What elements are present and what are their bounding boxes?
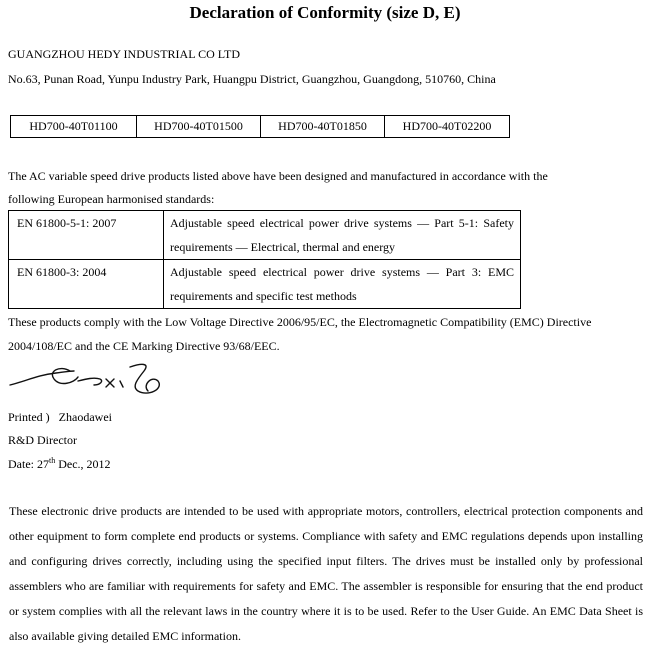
signature-image — [8, 357, 178, 405]
model-cell: HD700-40T01100 — [11, 116, 137, 138]
compliance-line-1: These products comply with the Low Voltage Directive 2006/95/EC, the Electromagnetic Compatibility (EMC) Directive — [8, 315, 592, 329]
table-row — [11, 116, 510, 138]
printed-label: Printed ) — [8, 410, 50, 424]
standard-description-text: Adjustable speed electrical power drive systems — Part 5-1: Safety requirements — Electrical, thermal and energy — [170, 216, 514, 254]
signatory-name: Zhaodawei — [58, 410, 112, 424]
model-table — [10, 115, 510, 138]
notice-paragraph: These electronic drive products are intended to be used with appropriate motors, controllers, electrical protection components and other equipment to form complete end products or systems. Compliance with safety and EMC regulations depends upon installing and configuring drives correctly, including using the specified input filters. The drives must be installed only by professional assemblers who are familiar with requirements for safety and EMC. The assembler is responsible for ensuring that the end product or system complies with all the relevant laws in the country where it is to be used. Refer to the User Guide. An EMC Data Sheet is also available giving detailed EMC information. — [9, 504, 643, 643]
table-row — [9, 260, 521, 309]
signature-date — [8, 456, 111, 472]
company-name: GUANGZHOU HEDY INDUSTRIAL CO LTD — [8, 47, 240, 61]
intro-line-2: following European harmonised standards: — [8, 192, 215, 206]
signatory-role: R&D Director — [8, 433, 77, 447]
standards-table — [8, 210, 521, 309]
model-cell: HD700-40T01500 — [137, 116, 261, 138]
standard-description — [164, 260, 521, 309]
standard-code: EN 61800-3: 2004 — [9, 260, 164, 309]
standard-description — [164, 211, 521, 260]
intro-line-1: The AC variable speed drive products listed above have been designed and manufactured in accordance with the — [8, 169, 548, 183]
document-title: Declaration of Conformity (size D, E) — [189, 3, 461, 22]
printed-name-line — [8, 409, 112, 425]
model-cell: HD700-40T01850 — [261, 116, 385, 138]
model-cell: HD700-40T02200 — [385, 116, 510, 138]
date-suffix-ordinal: th — [49, 456, 56, 465]
company-address: No.63, Punan Road, Yunpu Industry Park, Huangpu District, Guangzhou, Guangdong, 510760, China — [8, 72, 496, 86]
standard-code: EN 61800-5-1: 2007 — [9, 211, 164, 260]
table-row — [9, 211, 521, 260]
standard-description-text: Adjustable speed electrical power drive systems — Part 3: EMC requirements and specific test methods — [170, 265, 514, 303]
date-prefix: Date: 27 — [8, 457, 49, 471]
date-rest: Dec., 2012 — [55, 457, 111, 471]
compliance-line-2: 2004/108/EC and the CE Marking Directive 93/68/EEC. — [8, 339, 280, 353]
